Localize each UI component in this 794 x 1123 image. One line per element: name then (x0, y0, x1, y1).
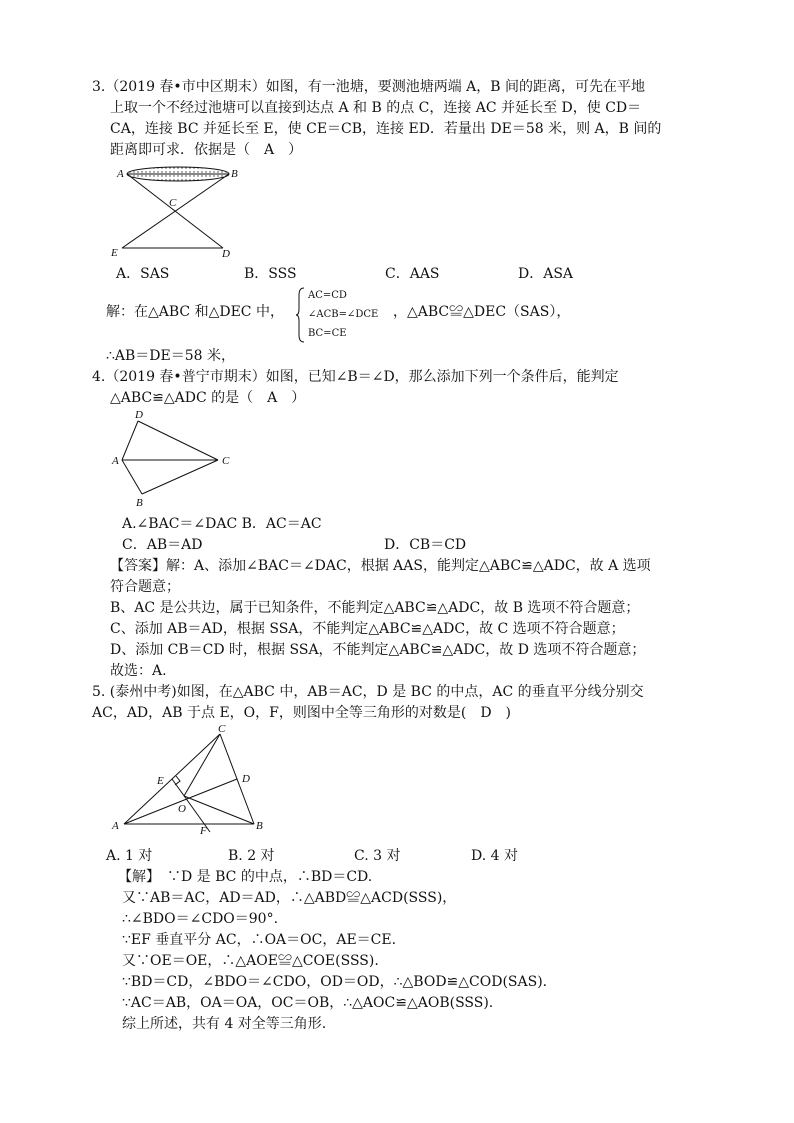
label-c: C (222, 455, 230, 467)
label-o: O (178, 803, 186, 815)
q5-stem-line-1: 5. (泰州中考)如图，在△ABC 中，AB＝AC，D 是 BC 的中点，AC 的垂直平分线分别交 (92, 684, 644, 700)
brace-icon (296, 287, 306, 343)
q3-conclusion: ∴AB＝DE＝58 米， (106, 348, 236, 364)
q4-option-c: C．AB＝AD (122, 537, 203, 553)
label-d: D (222, 248, 230, 260)
label-a: A (112, 820, 119, 832)
q3-option-d: D．ASA (518, 266, 574, 282)
q3-option-b: B．SSS (244, 266, 297, 282)
segment-ad (124, 779, 237, 824)
q4-answer-line-5: D、添加 CB＝CD 时，根据 SSA，不能判定△ABC≌△ADC，故 D 选项不符合题意； (110, 642, 646, 658)
label-b: B (136, 497, 143, 509)
q4-answer-line-1: 【答案】解：A、添加∠BAC＝∠DAC，根据 AAS，能判定△ABC≌△ADC，故 A 选项 (110, 558, 651, 574)
q4-answer-line-3: B、AC 是公共边，属于已知条件，不能判定△ABC≌△ADC，故 B 选项不符合题意； (110, 600, 640, 616)
label-c: C (218, 724, 226, 735)
q5-solution-line-1: 【解】 ∵D 是 BC 的中点，∴BD＝CD. (118, 869, 373, 885)
brace-line-1: AC=CD (308, 290, 347, 301)
q5-stem-line-2: AC，AD，AB 于点 E，O，F，则图中全等三角形的对数是( D ) (92, 705, 512, 721)
q4-answer-line-4: C、添加 AB＝AD，根据 SSA，不能判定△ABC≌△ADC，故 C 选项不符合题意； (110, 621, 625, 637)
segment-ad (122, 421, 138, 460)
q4-stem-line-2: △ABC≌△ADC 的是（ A ） (110, 390, 306, 406)
q4-stem-line-1: 4.（2019 春•普宁市期末）如图，已知∠B＝∠D，那么添加下列一个条件后，能判定 (92, 369, 619, 385)
q5-solution-line-6: ∵BD＝CD，∠BDO＝∠CDO，OD＝OD，∴△BOD≌△COD(SAS). (122, 974, 548, 990)
label-d: D (135, 409, 143, 421)
q3-solution-suffix: ，△ABC≌△DEC（SAS）， (393, 304, 571, 320)
label-c: C (169, 197, 177, 209)
label-d: D (242, 773, 250, 785)
segment-ab (122, 460, 142, 494)
q5-solution-line-8: 综上所述，共有 4 对全等三角形. (122, 1016, 327, 1032)
q3-stem-line-4: 距离即可求．依据是（ A ） (110, 142, 303, 158)
brace-line-2: ∠ACB=∠DCE (308, 309, 379, 320)
label-b: B (256, 820, 263, 832)
q4-answer-line-6: 故选：A. (110, 663, 167, 679)
q5-option-b: B. 2 对 (228, 848, 275, 864)
q4-option-d: D．CB＝CD (384, 537, 467, 553)
label-b: B (231, 168, 238, 180)
q5-solution-line-7: ∵AC＝AB，OA＝OA，OC＝OB，∴△AOC≌△AOB(SSS). (122, 995, 494, 1011)
segment-bc (142, 460, 218, 494)
q5-option-c: C. 3 对 (354, 848, 401, 864)
q4-options-row-1: A.∠BAC＝∠DAC B．AC＝AC (122, 516, 322, 532)
q3-pond-figure (108, 162, 238, 262)
q4-answer-line-2: 符合题意； (110, 579, 180, 595)
segment-co (184, 734, 220, 796)
label-e: E (157, 775, 164, 787)
q4-kite-figure (108, 408, 238, 510)
q3-stem-line-2: 上取一个不经过池塘可以直接到达点 A 和 B 的点 C，连接 AC 并延长至 D，使 CD＝ (110, 100, 642, 116)
label-e: E (111, 247, 118, 259)
segment-dc (138, 421, 218, 460)
q5-triangle-figure (108, 724, 278, 840)
q5-solution-line-5: 又∵OE＝OE，∴△AOE≌△COE(SSS). (122, 953, 379, 969)
q3-solution-prefix: 解：在△ABC 和△DEC 中， (106, 304, 284, 320)
segment-be (122, 174, 229, 248)
q5-solution-line-2: 又∵AB＝AC，AD＝AD，∴△ABD≌△ACD(SSS)， (122, 890, 457, 906)
q3-option-a: A．SAS (116, 266, 170, 282)
label-a: A (117, 168, 124, 180)
q3-option-c: C．AAS (385, 266, 440, 282)
q5-option-a: A. 1 对 (106, 848, 153, 864)
q3-stem-line-3: CA，连接 BC 并延长至 E，使 CE＝CB，连接 ED．若量出 DE＝58 米，则 A，B 间的 (110, 121, 662, 137)
q5-solution-line-3: ∴∠BDO＝∠CDO＝90°. (122, 911, 279, 927)
brace-line-3: BC=CE (308, 328, 347, 339)
q5-option-d: D. 4 对 (471, 848, 518, 864)
label-f: F (200, 825, 207, 837)
q3-stem-line-1: 3.（2019 春•市中区期末）如图，有一池塘，要测池塘两端 A，B 间的距离，可先在平地 (92, 79, 645, 95)
label-a: A (112, 455, 119, 467)
q5-solution-line-4: ∵EF 垂直平分 AC，∴OA＝OC，AE＝CE. (122, 932, 397, 948)
